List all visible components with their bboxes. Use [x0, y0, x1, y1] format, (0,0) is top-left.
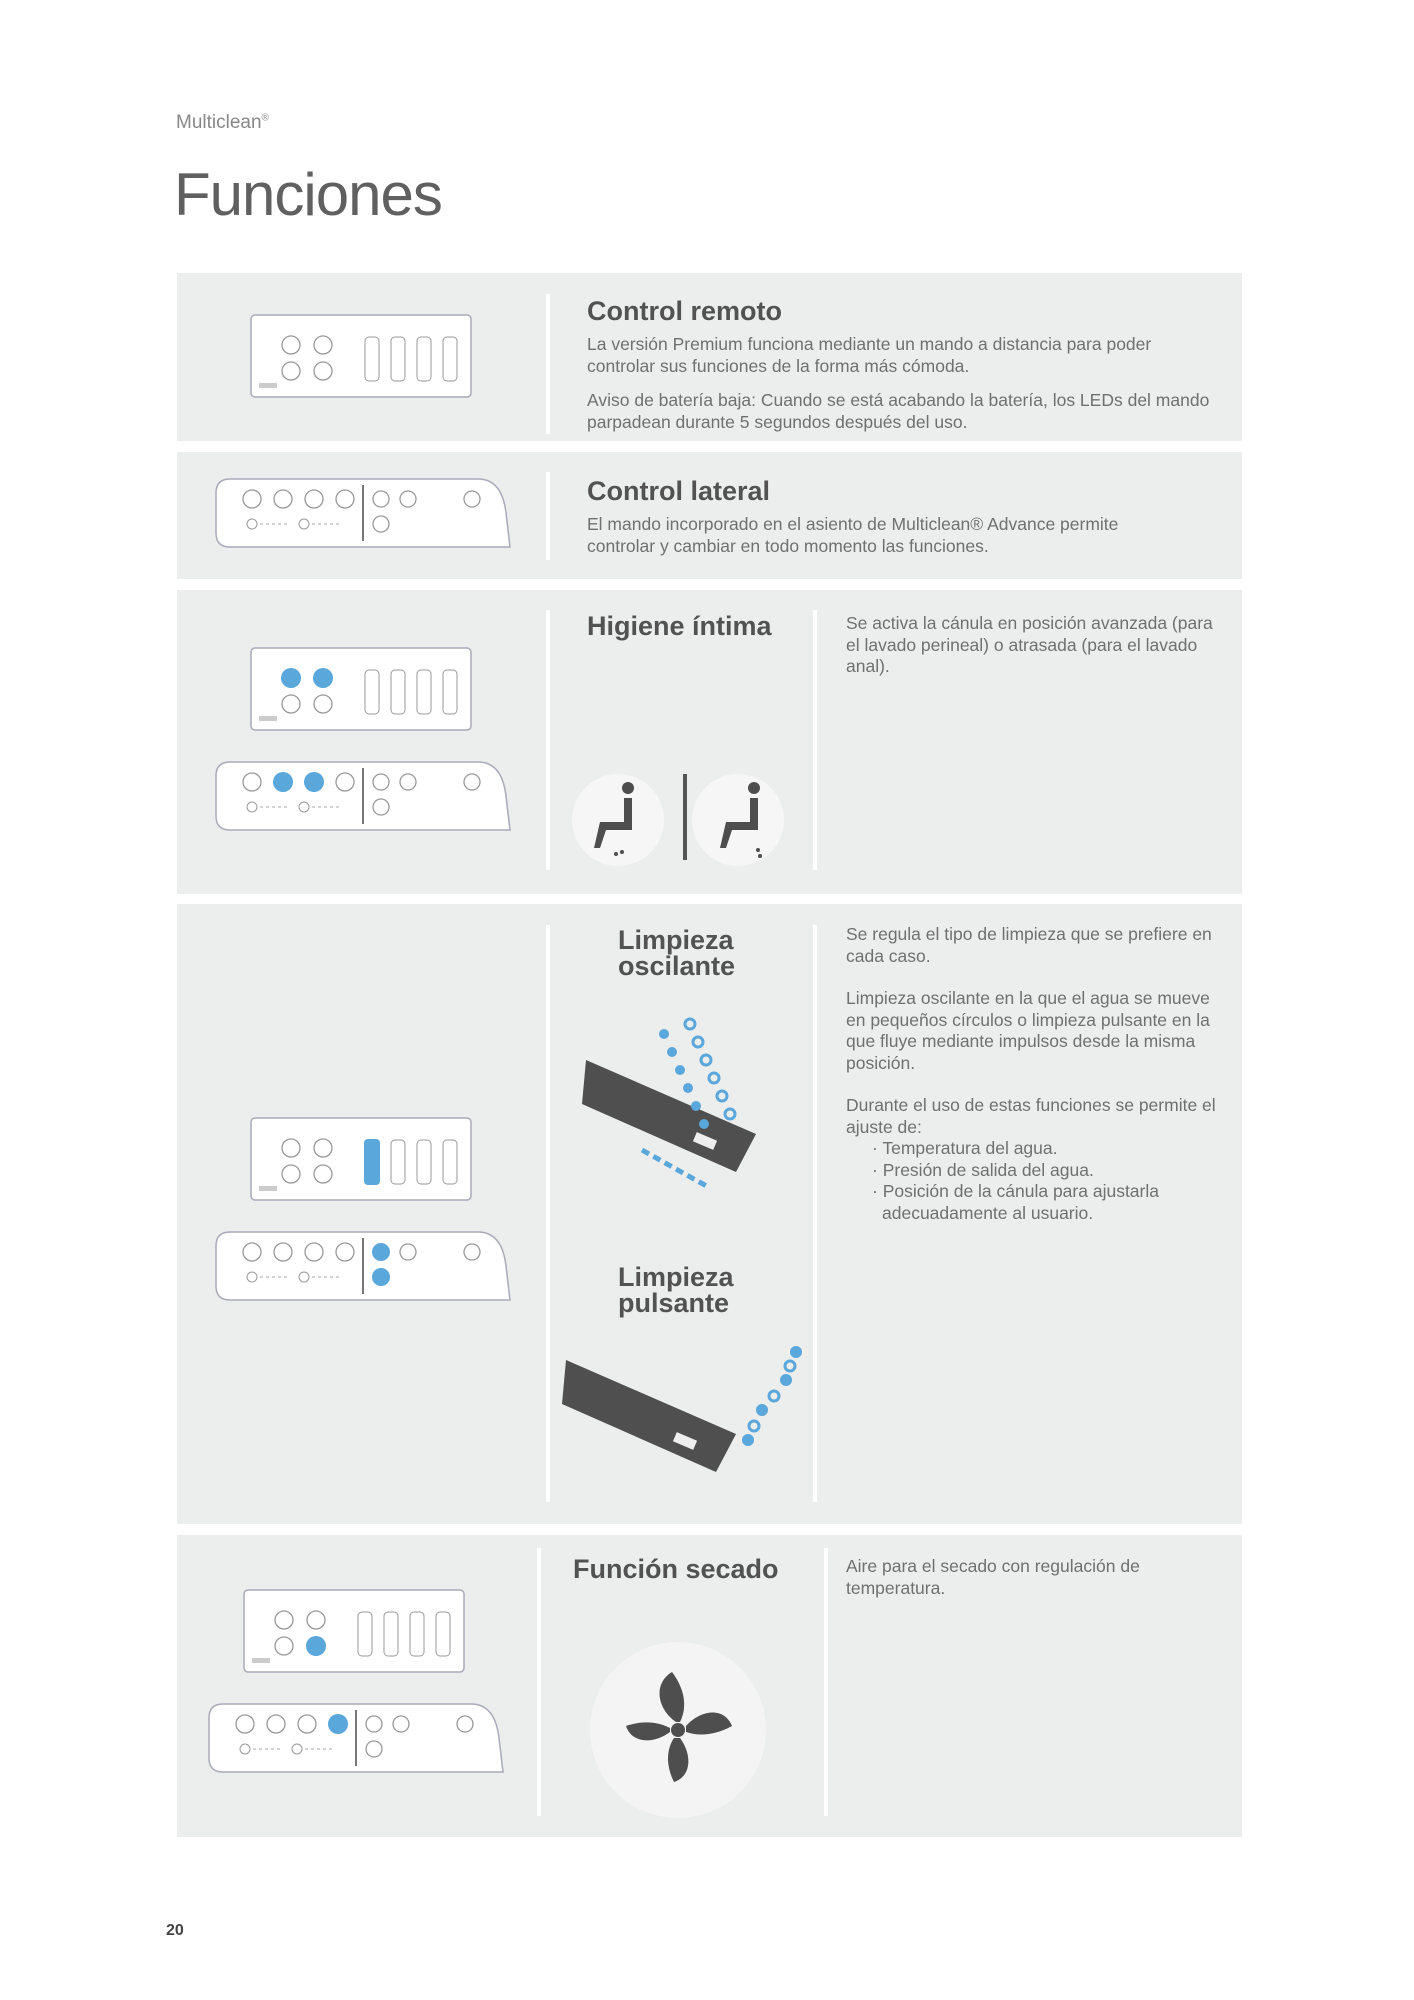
section-title-higiene: Higiene íntima — [587, 611, 772, 641]
section-text-higiene: Se activa la cánula en posición avanzada (para el lavado perineal) o atrasada (para el lavado anal). — [846, 613, 1213, 676]
remote-control-icon — [244, 1590, 466, 1674]
nozzle-icon — [564, 1340, 804, 1500]
remote-control-icon — [251, 1118, 473, 1202]
section-title-lateral: Control lateral — [587, 476, 771, 506]
nozzle-icon — [586, 1020, 786, 1200]
side-panel-icon — [216, 1232, 512, 1302]
fan-icon — [588, 1640, 768, 1820]
section-text-secado: Aire para el secado con regulación de temperatura. — [846, 1556, 1140, 1598]
section-text-remoto: La versión Premium funciona mediante un mando a distancia para poder controlar sus funciones de la forma más cómoda. Aviso de batería baja: Cuando se está acabando la batería, los LEDs del mando parpadean durante 5 segundos después del uso. — [587, 334, 1210, 432]
remote-control-icon — [251, 315, 473, 399]
section-text-limpieza: Se regula el tipo de limpieza que se prefiere en cada caso. Limpieza oscilante en la que el agua se mueve en pequeños círculos o limpieza pulsante en la que fluye mediante impulsos desde la misma posición. Durante el uso de estas funciones se permite el ajuste de: · Temperatura del agua. · Presión de salida del agua. · Posición de la cánula para ajustarla adecuadamente al usuario. — [846, 924, 1216, 1224]
side-panel-icon — [209, 1704, 505, 1774]
section-title-remoto: Control remoto — [587, 296, 782, 326]
remote-control-icon — [251, 648, 473, 732]
page-number: 20 — [166, 1922, 184, 1939]
title-limpieza-pulsante: Limpieza pulsante — [618, 1262, 734, 1318]
brand-label: Multiclean® — [176, 112, 269, 133]
section-text-lateral: El mando incorporado en el asiento de Multiclean® Advance permite controlar y cambiar en todo momento las funciones. — [587, 514, 1119, 556]
side-panel-icon — [216, 479, 512, 549]
page-title: Funciones — [174, 161, 442, 228]
person-seated-icon — [570, 770, 790, 880]
section-title-secado: Función secado — [573, 1554, 779, 1584]
title-limpieza-oscilante: Limpieza oscilante — [618, 925, 736, 981]
side-panel-icon — [216, 762, 512, 832]
